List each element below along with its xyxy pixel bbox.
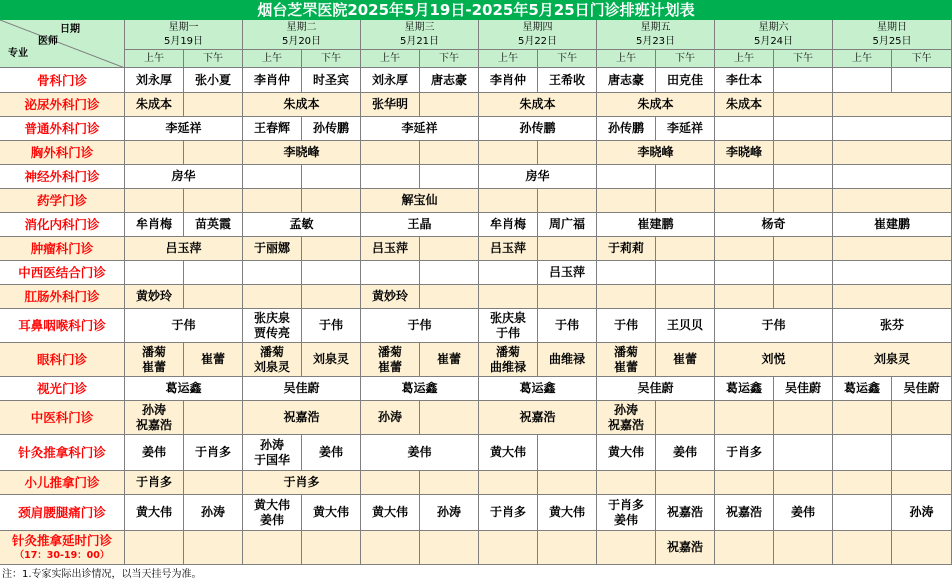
department-name bbox=[0, 435, 125, 471]
doctor-cell bbox=[420, 165, 479, 189]
doctor-cell: 李晓峰 bbox=[715, 141, 774, 165]
doctor-cell: 孟敏 bbox=[243, 213, 361, 237]
doctor-cell: 孙涛 bbox=[420, 495, 479, 531]
doctor-cell bbox=[302, 189, 361, 213]
department-label: 骨科门诊 bbox=[36, 72, 87, 88]
doctor-cell: 于伟 bbox=[125, 309, 243, 343]
department-label: 颈肩腰腿痛门诊 bbox=[18, 505, 106, 520]
doctor-cell: 崔建鹏 bbox=[597, 213, 715, 237]
doctor-cell bbox=[656, 401, 715, 435]
doctor-cell: 解宝仙 bbox=[361, 189, 479, 213]
doctor-cell bbox=[774, 93, 833, 117]
doctor-cell: 吴佳蔚 bbox=[597, 377, 715, 401]
doctor-cell: 黄大伟 bbox=[302, 495, 361, 531]
doctor-cell: 吕玉萍 bbox=[479, 237, 538, 261]
doctor-cell bbox=[302, 531, 361, 565]
doctor-cell bbox=[774, 471, 833, 495]
doctor-cell: 祝嘉浩 bbox=[243, 401, 361, 435]
doctor-cell bbox=[479, 141, 538, 165]
doctor-cell bbox=[656, 261, 715, 285]
doctor-cell bbox=[538, 141, 597, 165]
doctor-cell bbox=[302, 261, 361, 285]
doctor-cell bbox=[243, 189, 302, 213]
doctor-cell bbox=[833, 93, 952, 117]
doctor-cell: 葛运鑫 bbox=[715, 377, 774, 401]
doctor-cell: 张庆泉 贾传亮 bbox=[243, 309, 302, 343]
doctor-cell: 葛运鑫 bbox=[125, 377, 243, 401]
department-label: 视光门诊 bbox=[36, 381, 87, 396]
department-label: 肛肠外科门诊 bbox=[24, 289, 100, 304]
doctor-cell bbox=[715, 189, 774, 213]
day-weekday: 星期三 bbox=[361, 20, 479, 34]
doctor-cell: 张小夏 bbox=[184, 68, 243, 93]
doctor-cell: 苗英霞 bbox=[184, 213, 243, 237]
doctor-cell: 姜伟 bbox=[125, 435, 184, 471]
doctor-cell bbox=[774, 68, 833, 93]
doctor-cell bbox=[184, 141, 243, 165]
doctor-cell: 曲维禄 bbox=[538, 343, 597, 377]
department-label: 中医科门诊 bbox=[30, 410, 94, 425]
doctor-cell: 田克佳 bbox=[656, 68, 715, 93]
doctor-cell bbox=[656, 285, 715, 309]
doctor-cell: 李延祥 bbox=[656, 117, 715, 141]
doctor-cell: 吴佳蔚 bbox=[243, 377, 361, 401]
doctor-cell: 葛运鑫 bbox=[361, 377, 479, 401]
doctor-cell: 刘永厚 bbox=[361, 68, 420, 93]
doctor-cell bbox=[243, 165, 302, 189]
header-corner bbox=[0, 20, 125, 68]
page-title: 烟台芝罘医院2025年5月19日-2025年5月25日门诊排班计划表 bbox=[0, 0, 952, 20]
department-name bbox=[0, 141, 125, 165]
department-name bbox=[0, 189, 125, 213]
doctor-cell: 张芬 bbox=[833, 309, 952, 343]
department-name bbox=[0, 213, 125, 237]
doctor-cell: 孙涛 bbox=[892, 495, 952, 531]
doctor-cell bbox=[892, 531, 952, 565]
department-name bbox=[0, 93, 125, 117]
footnote: 注：1.专家实际出诊情况，以当天挂号为准。 bbox=[2, 569, 202, 580]
doctor-cell: 葛运鑫 bbox=[479, 377, 597, 401]
day-date: 5月25日 bbox=[833, 34, 952, 50]
doctor-cell bbox=[184, 401, 243, 435]
department-label: 中西医结合门诊 bbox=[18, 265, 106, 280]
department-name bbox=[0, 285, 125, 309]
doctor-cell: 朱成本 bbox=[597, 93, 715, 117]
doctor-cell bbox=[538, 237, 597, 261]
doctor-cell bbox=[597, 189, 656, 213]
am-header: 上午 bbox=[597, 50, 656, 68]
doctor-cell: 于肖多 bbox=[184, 435, 243, 471]
doctor-cell bbox=[479, 285, 538, 309]
doctor-cell: 李晓峰 bbox=[243, 141, 361, 165]
doctor-cell: 姜伟 bbox=[774, 495, 833, 531]
doctor-cell bbox=[125, 531, 184, 565]
doctor-cell: 潘菊 崔蕾 bbox=[361, 343, 420, 377]
doctor-cell: 崔建鹏 bbox=[833, 213, 952, 237]
doctor-cell: 孙涛 bbox=[184, 495, 243, 531]
department-label: 针灸推拿延时门诊 bbox=[11, 532, 112, 548]
doctor-cell: 吴佳蔚 bbox=[774, 377, 833, 401]
doctor-cell: 刘泉灵 bbox=[302, 343, 361, 377]
doctor-cell bbox=[715, 237, 774, 261]
doctor-cell bbox=[420, 141, 479, 165]
doctor-cell bbox=[833, 531, 892, 565]
doctor-cell: 王晶 bbox=[361, 213, 479, 237]
doctor-cell: 黄大伟 bbox=[361, 495, 420, 531]
doctor-cell: 孙涛 bbox=[361, 401, 420, 435]
doctor-cell: 王春辉 bbox=[243, 117, 302, 141]
doctor-cell: 于肖多 bbox=[715, 435, 774, 471]
doctor-cell bbox=[715, 165, 774, 189]
doctor-cell bbox=[420, 531, 479, 565]
doctor-cell bbox=[302, 165, 361, 189]
doctor-cell bbox=[361, 261, 420, 285]
pm-header: 下午 bbox=[774, 50, 833, 68]
doctor-cell bbox=[125, 189, 184, 213]
department-label: 眼科门诊 bbox=[36, 352, 87, 367]
doctor-cell: 时圣宾 bbox=[302, 68, 361, 93]
doctor-cell bbox=[597, 471, 656, 495]
doctor-cell bbox=[597, 285, 656, 309]
doctor-cell bbox=[243, 531, 302, 565]
doctor-cell: 李肖仲 bbox=[243, 68, 302, 93]
doctor-cell bbox=[833, 401, 892, 435]
pm-header: 下午 bbox=[420, 50, 479, 68]
doctor-cell bbox=[774, 261, 833, 285]
doctor-cell bbox=[184, 285, 243, 309]
doctor-cell bbox=[420, 261, 479, 285]
pm-header: 下午 bbox=[538, 50, 597, 68]
doctor-cell bbox=[833, 435, 892, 471]
day-date: 5月19日 bbox=[125, 34, 243, 50]
department-label: 普通外科门诊 bbox=[24, 121, 100, 136]
doctor-cell bbox=[538, 531, 597, 565]
doctor-cell bbox=[833, 471, 892, 495]
doctor-cell: 刘悦 bbox=[715, 343, 833, 377]
department-name bbox=[0, 471, 125, 495]
doctor-cell: 崔蕾 bbox=[656, 343, 715, 377]
doctor-cell bbox=[184, 189, 243, 213]
department-label: 胸外科门诊 bbox=[30, 145, 94, 160]
doctor-cell bbox=[479, 261, 538, 285]
doctor-cell bbox=[597, 261, 656, 285]
doctor-cell bbox=[479, 531, 538, 565]
doctor-cell: 于肖多 姜伟 bbox=[597, 495, 656, 531]
doctor-cell: 黄大伟 bbox=[479, 435, 538, 471]
doctor-cell bbox=[479, 471, 538, 495]
department-label: 小儿推拿门诊 bbox=[24, 475, 100, 490]
doctor-cell: 刘永厚 bbox=[125, 68, 184, 93]
doctor-cell bbox=[715, 261, 774, 285]
department-label: 针灸推拿科门诊 bbox=[18, 445, 106, 460]
doctor-cell bbox=[774, 141, 833, 165]
doctor-cell bbox=[833, 165, 952, 189]
doctor-cell bbox=[774, 401, 833, 435]
doctor-cell: 朱成本 bbox=[479, 93, 597, 117]
day-date: 5月24日 bbox=[715, 34, 833, 50]
doctor-cell: 朱成本 bbox=[243, 93, 361, 117]
am-header: 上午 bbox=[479, 50, 538, 68]
doctor-cell: 李肖仲 bbox=[479, 68, 538, 93]
am-header: 上午 bbox=[833, 50, 892, 68]
doctor-cell: 孙传鹏 bbox=[479, 117, 597, 141]
day-date: 5月22日 bbox=[479, 34, 597, 50]
day-date: 5月21日 bbox=[361, 34, 479, 50]
am-header: 上午 bbox=[361, 50, 420, 68]
department-name bbox=[0, 68, 125, 93]
doctor-cell bbox=[361, 165, 420, 189]
department-label: 泌尿外科门诊 bbox=[24, 97, 100, 112]
doctor-cell bbox=[892, 68, 952, 93]
department-name bbox=[0, 377, 125, 401]
doctor-cell bbox=[538, 189, 597, 213]
doctor-cell: 孙传鹏 bbox=[597, 117, 656, 141]
doctor-cell: 张庆泉 于伟 bbox=[479, 309, 538, 343]
pm-header: 下午 bbox=[184, 50, 243, 68]
pm-header: 下午 bbox=[656, 50, 715, 68]
doctor-cell: 黄大伟 bbox=[125, 495, 184, 531]
doctor-cell bbox=[892, 401, 952, 435]
doctor-cell: 祝嘉浩 bbox=[479, 401, 597, 435]
doctor-cell: 于伟 bbox=[597, 309, 656, 343]
doctor-cell bbox=[538, 471, 597, 495]
doctor-cell bbox=[833, 68, 892, 93]
doctor-cell bbox=[774, 237, 833, 261]
doctor-cell: 吕玉萍 bbox=[125, 237, 243, 261]
doctor-cell bbox=[774, 189, 833, 213]
doctor-cell: 祝嘉浩 bbox=[656, 495, 715, 531]
corner-doctor-label: 医师 bbox=[38, 36, 58, 47]
doctor-cell: 王希收 bbox=[538, 68, 597, 93]
doctor-cell: 房华 bbox=[479, 165, 597, 189]
doctor-cell: 潘菊 崔蕾 bbox=[125, 343, 184, 377]
doctor-cell bbox=[125, 141, 184, 165]
day-weekday: 星期四 bbox=[479, 20, 597, 34]
doctor-cell bbox=[420, 401, 479, 435]
am-header: 上午 bbox=[125, 50, 184, 68]
doctor-cell bbox=[420, 471, 479, 495]
doctor-cell: 于伟 bbox=[715, 309, 833, 343]
day-weekday: 星期二 bbox=[243, 20, 361, 34]
doctor-cell bbox=[656, 471, 715, 495]
doctor-cell bbox=[361, 141, 420, 165]
doctor-cell bbox=[833, 117, 952, 141]
doctor-cell bbox=[479, 189, 538, 213]
doctor-cell: 王贝贝 bbox=[656, 309, 715, 343]
department-name bbox=[0, 343, 125, 377]
doctor-cell bbox=[184, 93, 243, 117]
corner-date-label: 日期 bbox=[60, 24, 80, 35]
doctor-cell: 于肖多 bbox=[243, 471, 361, 495]
doctor-cell bbox=[656, 165, 715, 189]
doctor-cell: 于丽娜 bbox=[243, 237, 302, 261]
doctor-cell bbox=[597, 165, 656, 189]
doctor-cell: 崔蕾 bbox=[420, 343, 479, 377]
doctor-cell bbox=[774, 285, 833, 309]
doctor-cell: 李晓峰 bbox=[597, 141, 715, 165]
doctor-cell bbox=[656, 237, 715, 261]
doctor-cell bbox=[774, 165, 833, 189]
doctor-cell: 牟肖梅 bbox=[125, 213, 184, 237]
doctor-cell bbox=[361, 471, 420, 495]
doctor-cell: 房华 bbox=[125, 165, 243, 189]
doctor-cell: 于莉莉 bbox=[597, 237, 656, 261]
department-name bbox=[0, 261, 125, 285]
doctor-cell: 孙涛 祝嘉浩 bbox=[125, 401, 184, 435]
day-date: 5月20日 bbox=[243, 34, 361, 50]
doctor-cell: 于肖多 bbox=[125, 471, 184, 495]
doctor-cell bbox=[715, 401, 774, 435]
doctor-cell bbox=[184, 531, 243, 565]
department-name bbox=[0, 237, 125, 261]
corner-dept-label: 专业 bbox=[8, 48, 28, 59]
am-header: 上午 bbox=[243, 50, 302, 68]
doctor-cell: 黄大伟 bbox=[597, 435, 656, 471]
doctor-cell bbox=[361, 531, 420, 565]
day-weekday: 星期一 bbox=[125, 20, 243, 34]
doctor-cell bbox=[538, 285, 597, 309]
doctor-cell bbox=[774, 435, 833, 471]
doctor-cell: 唐志豪 bbox=[420, 68, 479, 93]
department-label: 消化内科门诊 bbox=[24, 217, 100, 232]
doctor-cell bbox=[715, 471, 774, 495]
doctor-cell bbox=[833, 261, 952, 285]
doctor-cell bbox=[302, 285, 361, 309]
doctor-cell: 于伟 bbox=[361, 309, 479, 343]
pm-header: 下午 bbox=[302, 50, 361, 68]
pm-header: 下午 bbox=[892, 50, 952, 68]
doctor-cell bbox=[184, 261, 243, 285]
doctor-cell bbox=[715, 117, 774, 141]
department-name bbox=[0, 165, 125, 189]
doctor-cell: 姜伟 bbox=[656, 435, 715, 471]
doctor-cell: 黄妙玲 bbox=[361, 285, 420, 309]
department-label: 耳鼻咽喉科门诊 bbox=[18, 318, 106, 333]
doctor-cell bbox=[774, 117, 833, 141]
doctor-cell bbox=[833, 285, 952, 309]
doctor-cell: 朱成本 bbox=[715, 93, 774, 117]
doctor-cell bbox=[892, 471, 952, 495]
doctor-cell: 刘泉灵 bbox=[833, 343, 952, 377]
doctor-cell bbox=[833, 237, 952, 261]
department-name bbox=[0, 531, 125, 565]
doctor-cell: 张华明 bbox=[361, 93, 420, 117]
doctor-cell: 姜伟 bbox=[302, 435, 361, 471]
doctor-cell: 于伟 bbox=[302, 309, 361, 343]
department-name bbox=[0, 495, 125, 531]
doctor-cell bbox=[420, 93, 479, 117]
department-label: 肿瘤科门诊 bbox=[30, 241, 94, 256]
doctor-cell: 朱成本 bbox=[125, 93, 184, 117]
doctor-cell: 杨奇 bbox=[715, 213, 833, 237]
doctor-cell: 黄妙玲 bbox=[125, 285, 184, 309]
doctor-cell: 吴佳蔚 bbox=[892, 377, 952, 401]
day-weekday: 星期日 bbox=[833, 20, 952, 34]
department-name bbox=[0, 117, 125, 141]
doctor-cell: 黄大伟 bbox=[538, 495, 597, 531]
am-header: 上午 bbox=[715, 50, 774, 68]
doctor-cell bbox=[892, 435, 952, 471]
doctor-cell: 于伟 bbox=[538, 309, 597, 343]
doctor-cell bbox=[125, 261, 184, 285]
doctor-cell bbox=[833, 141, 952, 165]
doctor-cell bbox=[302, 237, 361, 261]
doctor-cell: 周广福 bbox=[538, 213, 597, 237]
doctor-cell: 孙涛 于国华 bbox=[243, 435, 302, 471]
doctor-cell: 潘菊 曲维禄 bbox=[479, 343, 538, 377]
doctor-cell bbox=[715, 531, 774, 565]
doctor-cell: 李延祥 bbox=[361, 117, 479, 141]
day-date: 5月23日 bbox=[597, 34, 715, 50]
doctor-cell: 潘菊 刘泉灵 bbox=[243, 343, 302, 377]
doctor-cell: 李仕本 bbox=[715, 68, 774, 93]
doctor-cell bbox=[420, 237, 479, 261]
doctor-cell: 祝嘉浩 bbox=[715, 495, 774, 531]
department-name bbox=[0, 401, 125, 435]
doctor-cell bbox=[243, 285, 302, 309]
doctor-cell bbox=[774, 531, 833, 565]
doctor-cell: 祝嘉浩 bbox=[656, 531, 715, 565]
doctor-cell: 吕玉萍 bbox=[361, 237, 420, 261]
doctor-cell bbox=[656, 189, 715, 213]
doctor-cell: 姜伟 bbox=[361, 435, 479, 471]
department-hours: （17：30-19：00） bbox=[14, 549, 110, 561]
doctor-cell: 吕玉萍 bbox=[538, 261, 597, 285]
day-weekday: 星期六 bbox=[715, 20, 833, 34]
doctor-cell bbox=[538, 435, 597, 471]
doctor-cell bbox=[243, 261, 302, 285]
doctor-cell: 李延祥 bbox=[125, 117, 243, 141]
department-label: 神经外科门诊 bbox=[24, 169, 100, 184]
doctor-cell: 崔蕾 bbox=[184, 343, 243, 377]
doctor-cell bbox=[597, 531, 656, 565]
doctor-cell bbox=[833, 495, 892, 531]
doctor-cell bbox=[715, 285, 774, 309]
doctor-cell bbox=[420, 285, 479, 309]
doctor-cell bbox=[833, 189, 952, 213]
doctor-cell: 潘菊 崔蕾 bbox=[597, 343, 656, 377]
doctor-cell bbox=[184, 471, 243, 495]
day-weekday: 星期五 bbox=[597, 20, 715, 34]
doctor-cell: 孙涛 祝嘉浩 bbox=[597, 401, 656, 435]
department-name bbox=[0, 309, 125, 343]
doctor-cell: 于肖多 bbox=[479, 495, 538, 531]
doctor-cell: 葛运鑫 bbox=[833, 377, 892, 401]
doctor-cell: 牟肖梅 bbox=[479, 213, 538, 237]
doctor-cell: 黄大伟 姜伟 bbox=[243, 495, 302, 531]
doctor-cell: 唐志豪 bbox=[597, 68, 656, 93]
department-label: 药学门诊 bbox=[36, 193, 87, 208]
doctor-cell: 孙传鹏 bbox=[302, 117, 361, 141]
